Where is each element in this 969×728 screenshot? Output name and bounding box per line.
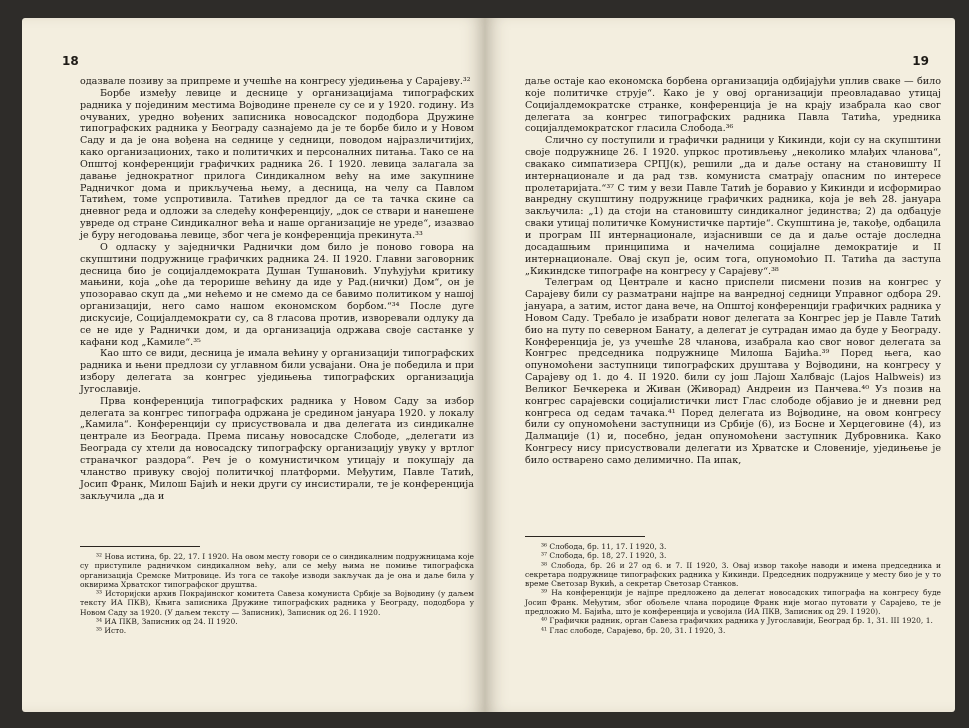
paragraph: О одласку у заједнички Раднички дом било је поново говора на скупштини подружнице графичких радника 24. II 1920. Главни заговорник десница био је социјалдемократа Душан Тушановић. Упућујући критику мањини, која „оће да терорише већину да иде у Рад.(нички) Дом“, он је упозоравао скуп да „ми нећемо и не смемо да се бавимо политиком у нашој организацији, него само нашом економском борбом.“³⁴ После дуге дискусије, Социјалдемократи су, са 8 гласова против, изворевали одлуку да се не иде у Раднички дом, и да организација одржава своје састанке у кафани код „Камиле“.³⁵ [80, 241, 474, 348]
page-number: 18 [62, 54, 79, 68]
paragraph: Као што се види, десница је имала већину у организацији типографских радника и њени предлози су углавном били усвајани. Она је победила и при избору делегата за конгрес уједињења типографских организација Југославије. [80, 348, 474, 395]
footnote: ³⁴ ИА ПКВ, Записник од 24. II 1920. [96, 617, 238, 627]
footnote: ³⁹ На конференцији је најпре предложено да делегат новосадских типографа на конгресу буде Јосип Франк. Међутим, због обољеле члана породице Франк није могао путовати у Сарајево, те је предложио М. Бајића, што је конференција и усвојила (ИА ПКВ, Записник од 29. I 1920). [525, 588, 941, 617]
footnote: ⁴⁰ Графички радник, орган Савеза графичких радника у Југославији, Београд бр. 1, 31. III 1920, 1. [541, 616, 933, 626]
footnote: ³⁷ Слобода, бр. 18, 27. I 1920, 3. [541, 551, 667, 561]
footnote: ³⁶ Слобода, бр. 11, 17. I 1920, 3. [541, 542, 667, 551]
footnote: ³⁸ Слобода, бр. 26 и 27 од 6. и 7. II 1920, 3. Овај извор такође наводи и имена председника и секретара подружнице типографских радника у Кикинди. Председник подружнице у месту био је у то време Светозар Вукић, а секретар Светозар Станков. [525, 560, 941, 589]
footnotes [525, 542, 941, 635]
paragraph: Борбе између левице и деснице у организацијама типографских радника у појединим местима Војводине пренеле су се и у 1920. годину. Из очуваних, уредно вођених записника новосадског пододбора Дружине типографских радника у Београду сазнајемо да је те борбе било и у Новом Саду и да је она вођена на седнице у седници, поводом најразличитијих, како организационих, тако и политичких и персоналних питања. Тако се на Општој конференцији графичких радника 26. I 1920. левица залагала за давање једнократног прилога Синдикалном већу на име закупнине Радничког дома и прикључења њему, а десница, на челу са Павлом Татићем, томе успротивила. Татићев предлог да се та тачка скине са дневног реда и одложи за следећу конференцију, „док се ствари и нанешене увреде од стране Синдикалног већа и наше организације не уреде“, изазвао је буру негодовања левице, због чега је конференција прекинута.³³ [80, 87, 474, 241]
paragraph: одазвале позиву за припреме и учешће на конгресу уједињења у Сарајеву.³² [80, 76, 471, 87]
footnote: ⁴¹ Глас слободе, Сарајево, бр. 20, 31. I 1920, 3. [541, 625, 726, 635]
footnote: ³⁵ Исто. [96, 626, 127, 636]
page-number: 19 [912, 54, 929, 68]
body-text [525, 76, 941, 467]
body-text [80, 76, 474, 502]
footnotes [80, 552, 474, 636]
paragraph: даље остаје као економска борбена организација одбијајући уплив сваке — било које политичке струје“. Како је у овој организацији преовладавао утицај Социјалдемократске странке, конференција је на крају изабрала као свог делегата за конгрес типографских радника Павла Татића, уредника социјалдемократског гласила Слобода.³⁶ [525, 76, 941, 135]
right-page [485, 18, 955, 712]
paragraph: Прва конференција типографских радника у Новом Саду за избор делегата за конгрес типографа одржана је средином јануара 1920. у локалу „Камила“. Конференцији су присуствовала и два делегата из синдикалне централе из Београда. Према писању новосадске Слободе, „делегати из Београда су хтели да новосадску типографску организацију увуку у вртлог страначког раздора“. Реч је о комунистичком утицају и покушају да чланство привуку својој политичкој платформи. Међутим, Павле Татић, Јосип Франк, Милош Бајић и неки други су инсистирали, те је конференција закључила „да и [80, 395, 474, 502]
left-page [22, 18, 485, 712]
paragraph: Телеграм од Централе и касно приспели писмени позив на конгрес у Сарајеву били су разматрани најпре на ванредној седници Управног одбора 29. јануара, а затим, истог дана вече, на Општој конференцији графичких радника у Новом Саду. Требало је изабрати новог делегата за Конгрес јер је Павле Татић био на путу по северном Банату, а делегат је сутрадан имао да буде у Београду. Конференција је, уз учешће 28 чланова, изабрала као свог новог делегата за Конгрес председника подружнице Милоша Бајића.³⁹ Поред њега, као опуномоћени заступници типографских друштава у Војводини, на конгресу у Сарајеву од 1. до 4. II 1920. били су још Лајош Халбвајс (Lajos Halbweis) из Великог Бечкерека и Живан (Живорад) Андреин из Панчева.⁴⁰ Уз позив на конгрес сарајевски социјалистички лист Глас слободе објавио је и дневни ред конгреса од седам тачака.⁴¹ Поред делегата из Војводине, на овом конгресу били су опуномоћени заступници из Србије (6), из Босне и Херцеговине (4), из Далмације (1) и, посебно, један опуномоћени заступник Дубровника. Како Конгресу нису присуствовали делегати из Хрватске и Словеније, уједињење је било остварено само делимично. Па ипак, [525, 277, 941, 466]
paragraph: Слично су поступили и графички радници у Кикинди, који су на скупштини своје подружнице 26. I 1920. упркос противљењу „неколико млађих чланова“, свакако симпатизера СРПЈ(к), решили „да и даље остану на становишту II интернационале и да рад тзв. комуниста сматрају опасним по интересе пролетаријата.“³⁷ С тим у вези Павле Татић је боравио у Кикинди и исформирао ванредну скупштину подружнице графичких радника, која је већ 28. јануара закључила: „1) да стоји на становишту синдикалног јединства; 2) да одбацује сваки утицај политичке Комунистичке партије“. Скупштина је, такође, одбацила и програм III интернационале, изјаснивши се да и даље остаје доследна досадашњим принципима и начелима социјалне демократије и II интернационале. Овај скуп је, осим тога, опуномоћио П. Татића да заступа „Кикиндске типографе на конгресу у Сарајеву“.³⁸ [525, 135, 941, 277]
footnote: ³² Нова истина, бр. 22, 17. I 1920. На овом месту говори се о синдикалним подружницама које су приступиле радничком синдикалном већу, али се међу њима не помиње типографска организација Сремске Митровице. Из тога се такође изводи закључак да је она и даље била у оквирима Хрватског типографског друштва. [80, 552, 474, 589]
footnote: ³³ Историјски архив Покрајинског комитета Савеза комуниста Србије за Војводину (у даљем тексту ИА ПКВ), Књига записника Дружине типографских радника у Београду, пододбора у Новом Саду за 1920. (У даљем тексту — Записник), Записник од 26. I 1920. [80, 589, 474, 617]
footnote-rule [80, 546, 200, 547]
footnote-rule [525, 536, 645, 537]
